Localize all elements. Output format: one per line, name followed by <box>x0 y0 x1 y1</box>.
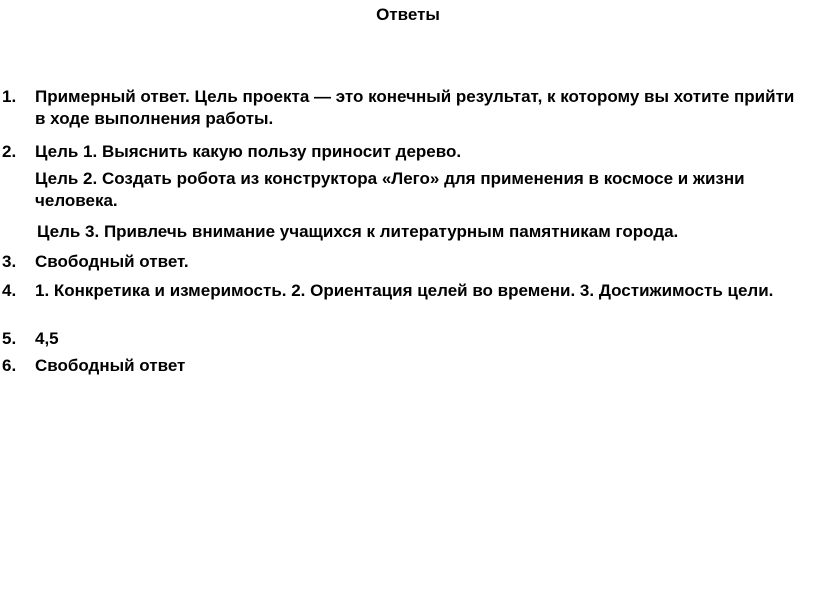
answer-number: 6. <box>2 356 17 375</box>
answer-number: 3. <box>2 252 17 271</box>
answer-number: 5. <box>2 329 17 348</box>
answer-text: Цель 1. Выяснить какую пользу приносит дерево. <box>35 142 462 161</box>
answer-text: Цель 2. Создать робота из конструктора «Лего» для применения в космосе и жизни человека. <box>35 169 745 210</box>
answer-text: Цель 3. Привлечь внимание учащихся к литературным памятникам города. <box>37 222 679 241</box>
answer-number: 4. <box>2 281 17 300</box>
answer-number: 2. <box>2 142 17 161</box>
answer-text: 1. Конкретика и измеримость. 2. Ориентация целей во времени. 3. Достижимость цели. <box>35 281 774 300</box>
answer-item-2-goal-2 <box>35 168 795 212</box>
answer-item-2-goal-3 <box>37 221 797 243</box>
answer-number: 1. <box>2 87 17 106</box>
answer-text: Свободный ответ. <box>35 252 189 271</box>
answer-text: 4,5 <box>35 329 59 348</box>
answer-text: Свободный ответ <box>35 356 186 375</box>
answer-text: Примерный ответ. Цель проекта — это конечный результат, к которому вы хотите прийти в ходе выполнения работы. <box>35 87 795 128</box>
page-title: Ответы <box>376 5 440 24</box>
